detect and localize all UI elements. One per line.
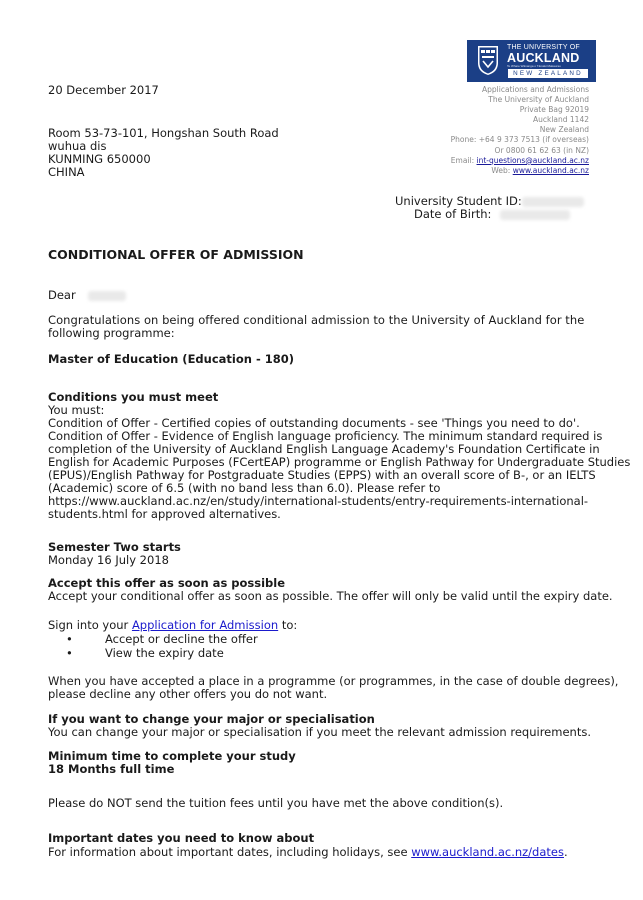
student-id-label: University Student ID: [395,194,522,208]
conditions-line: English for Academic Purposes (FCertEAP) programme or English Pathway for Undergraduate Studies [48,455,631,469]
logo-line2: AUCKLAND [507,51,580,65]
semester-heading: Semester Two starts [48,540,181,554]
redacted-student-id [522,197,584,207]
sender-phone-nz: Or 0800 61 62 63 (in NZ) [494,145,589,155]
sender-line: Applications and Admissions [482,85,589,94]
signin-bullets [66,632,258,660]
logo-line1: THE UNIVERSITY OF [507,44,580,51]
dob-label: Date of Birth: [414,207,492,221]
conditions-line: Condition of Offer - Evidence of English language proficiency. The minimum standard required is [48,429,603,443]
conditions-line: Condition of Offer - Certified copies of outstanding documents - see 'Things you need to do'. [48,416,580,430]
fees-note: Please do NOT send the tuition fees until you have met the above condition(s). [48,796,504,810]
intro-line1: Congratulations on being offered conditional admission to the University of Auckland for the [48,313,585,327]
signin-suffix: to: [278,618,298,632]
sender-phone: Phone: +64 9 373 7513 (if overseas) [450,135,589,145]
crest-icon [477,45,499,76]
sender-line: Private Bag 92019 [519,105,589,115]
change-text: You can change your major or specialisation if you meet the relevant admission requirements. [48,725,591,739]
dates-link[interactable]: www.auckland.ac.nz/dates [411,845,564,859]
logo-country-band [508,69,588,78]
logo-country: NEW ZEALAND [513,70,583,77]
email-link[interactable]: int-questions@auckland.ac.nz [476,155,589,165]
intro-line2: following programme: [48,326,175,340]
sender-line: Auckland 1142 [532,115,589,125]
sender-web-row [451,166,589,176]
signin-prefix: Sign into your [48,618,132,632]
signin-line [48,619,297,632]
letter-title: CONDITIONAL OFFER OF ADMISSION [48,247,304,262]
redacted-name [88,291,126,301]
programme-name: Master of Education (Education - 180) [48,352,294,366]
sender-email-row [451,156,589,166]
conditions-line: students.html for approved alternatives. [48,507,281,521]
sender-line: The University of Auckland [488,95,589,105]
redacted-dob [500,210,570,220]
sender-line: New Zealand [539,125,589,135]
accepted-line2: please decline any other offers you do not want. [48,687,328,701]
recipient-line4: CHINA [48,165,85,179]
conditions-line: completion of the University of Auckland English Language Academy's Foundation Certificate in [48,442,600,456]
email-label: Email: [450,155,475,165]
web-link[interactable]: www.auckland.ac.nz [512,165,589,175]
accept-heading: Accept this offer as soon as possible [48,576,286,590]
conditions-line: You must: [48,403,105,417]
logo-motto: Te Whare Wānanga o Tāmaki Makaurau [507,64,561,68]
recipient-line3: KUNMING 650000 [48,152,151,166]
conditions-line: (Academic) score of 6.5 (with no band less than 6.0). Please refer to [48,481,441,495]
application-link[interactable]: Application for Admission [131,618,279,632]
web-label: Web: [491,165,511,175]
letter-date: 20 December 2017 [48,83,159,97]
salutation: Dear [48,288,76,302]
min-time-heading: Minimum time to complete your study [48,749,296,763]
dates-prefix: For information about important dates, including holidays, see [48,845,412,859]
dates-suffix: . [563,845,568,859]
semester-date: Monday 16 July 2018 [48,553,169,567]
list-item: • View the expiry date [66,646,258,660]
recipient-line1: Room 53-73-101, Hongshan South Road [48,126,279,140]
conditions-line: https://www.auckland.ac.nz/en/study/international-students/entry-requirements-international- [48,494,589,508]
university-logo [467,40,596,82]
min-time-value: 18 Months full time [48,762,175,776]
conditions-line: (EPUS)/English Pathway for Postgraduate Studies (EPPS) with an overall score of B-, or an IELTS [48,468,596,482]
conditions-heading: Conditions you must meet [48,390,219,404]
accept-text: Accept your conditional offer as soon as possible. The offer will only be valid until the expiry date. [48,589,613,603]
sender-address [451,85,589,176]
dates-line [48,846,568,859]
change-heading: If you want to change your major or specialisation [48,712,375,726]
recipient-line2: wuhua dis [48,139,107,153]
dates-heading: Important dates you need to know about [48,831,315,845]
accepted-line1: When you have accepted a place in a programme (or programmes, in the case of double degrees), [48,674,619,688]
list-item: • Accept or decline the offer [66,632,258,646]
